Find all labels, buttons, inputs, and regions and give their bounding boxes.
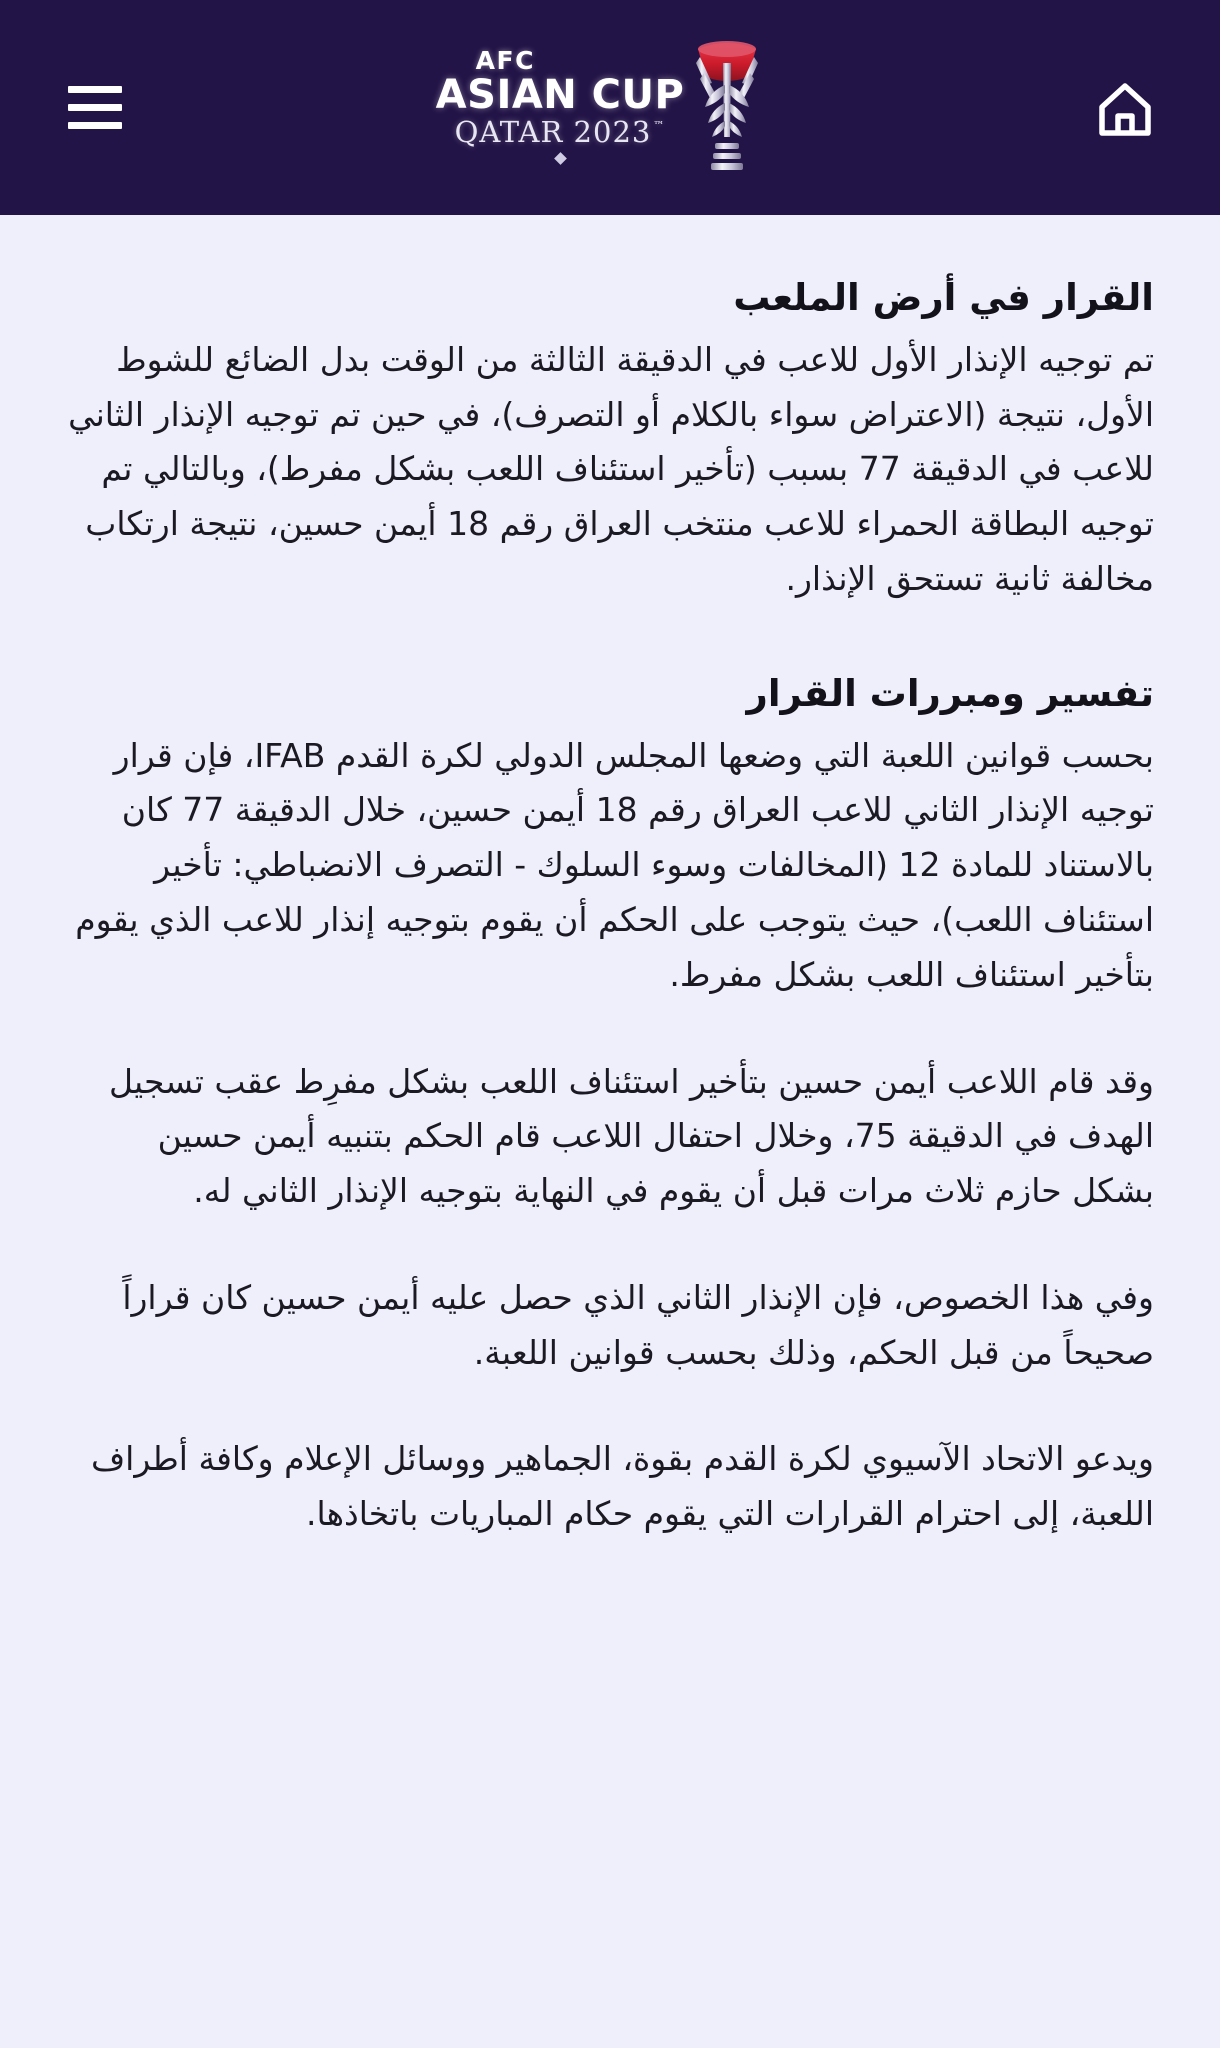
logo-line-afc: AFC [475,46,535,75]
home-button[interactable] [1082,65,1168,151]
afc-asian-cup-logo[interactable] [430,33,771,182]
hamburger-menu-icon [68,86,122,129]
logo-line-asian-cup: ASIAN CUP [435,72,685,118]
section-spacer [66,607,1154,669]
home-icon [1094,77,1156,139]
section-heading-on-field-decision: القرار في أرض الملعب [733,276,1154,319]
menu-button[interactable] [52,65,138,151]
site-header [0,0,1220,215]
paragraph-spacer [66,1003,1154,1055]
section-heading-decision-rationale: تفسير ومبررات القرار [746,671,1154,715]
logo-diamond-ornament [554,152,567,165]
trophy-icon [684,33,770,182]
paragraph-correct-decision: وفي هذا الخصوص، فإن الإنذار الثاني الذي حصل عليه أيمن حسين كان قراراً صحيحاً من قبل الحكم، وذلك بحسب قوانين اللعبة. [122,1277,1154,1372]
paragraph-spacer [66,1380,1154,1432]
paragraph-ifab-laws: بحسب قوانين اللعبة التي وضعها المجلس الدولي لكرة القدم IFAB، فإن قرار توجيه الإنذار الثاني للاعب العراق رقم 18 أيمن حسين، خلال الدقيقة 77 كان بالاستناد للمادة 12 (المخالفات وسوء السلوك - التصرف الانضباطي: تأخير استئناف اللعب)، حيث يتوجب على الحكم أن يقوم بتوجيه إنذار للاعب الذي يقوم بتأخير استئناف اللعب بشكل مفرط. [75,735,1154,994]
hamburger-bar [68,104,122,111]
logo-trademark: ™ [653,119,666,132]
paragraph-player-delay: وقد قام اللاعب أيمن حسين بتأخير استئناف اللعب بشكل مفرِط عقب تسجيل الهدف في الدقيقة 75، وخلال احتفال اللاعب قام الحكم بتنبيه أيمن حسين بشكل حازم ثلاث مرات قبل أن يقوم في النهاية بتوجيه الإنذار الثاني له. [109,1061,1154,1211]
article-body [0,215,1220,1542]
hamburger-bar [68,122,122,129]
paragraph-spacer [66,1219,1154,1271]
paragraph-on-field-decision: تم توجيه الإنذار الأول للاعب في الدقيقة الثالثة من الوقت بدل الضائع للشوط الأول، نتيجة (الاعتراض سواء بالكلام أو التصرف)، في حين تم توجيه الإنذار الثاني للاعب في الدقيقة 77 بسبب (تأخير استئناف اللعب بشكل مفرط)، وبالتالي تم توجيه البطاقة الحمراء للاعب منتخب العراق رقم 18 أيمن حسين، نتيجة ارتكاب مخالفة ثانية تستحق الإنذار. [68,339,1154,598]
hamburger-bar [68,86,122,93]
logo-line-qatar-2023: QATAR 2023 [454,115,652,149]
paragraph-afc-appeal: ويدعو الاتحاد الآسيوي لكرة القدم بقوة، الجماهير ووسائل الإعلام وكافة أطراف اللعبة، إلى احترام القرارات التي يقوم حكام المباريات باتخاذها. [90,1439,1154,1534]
